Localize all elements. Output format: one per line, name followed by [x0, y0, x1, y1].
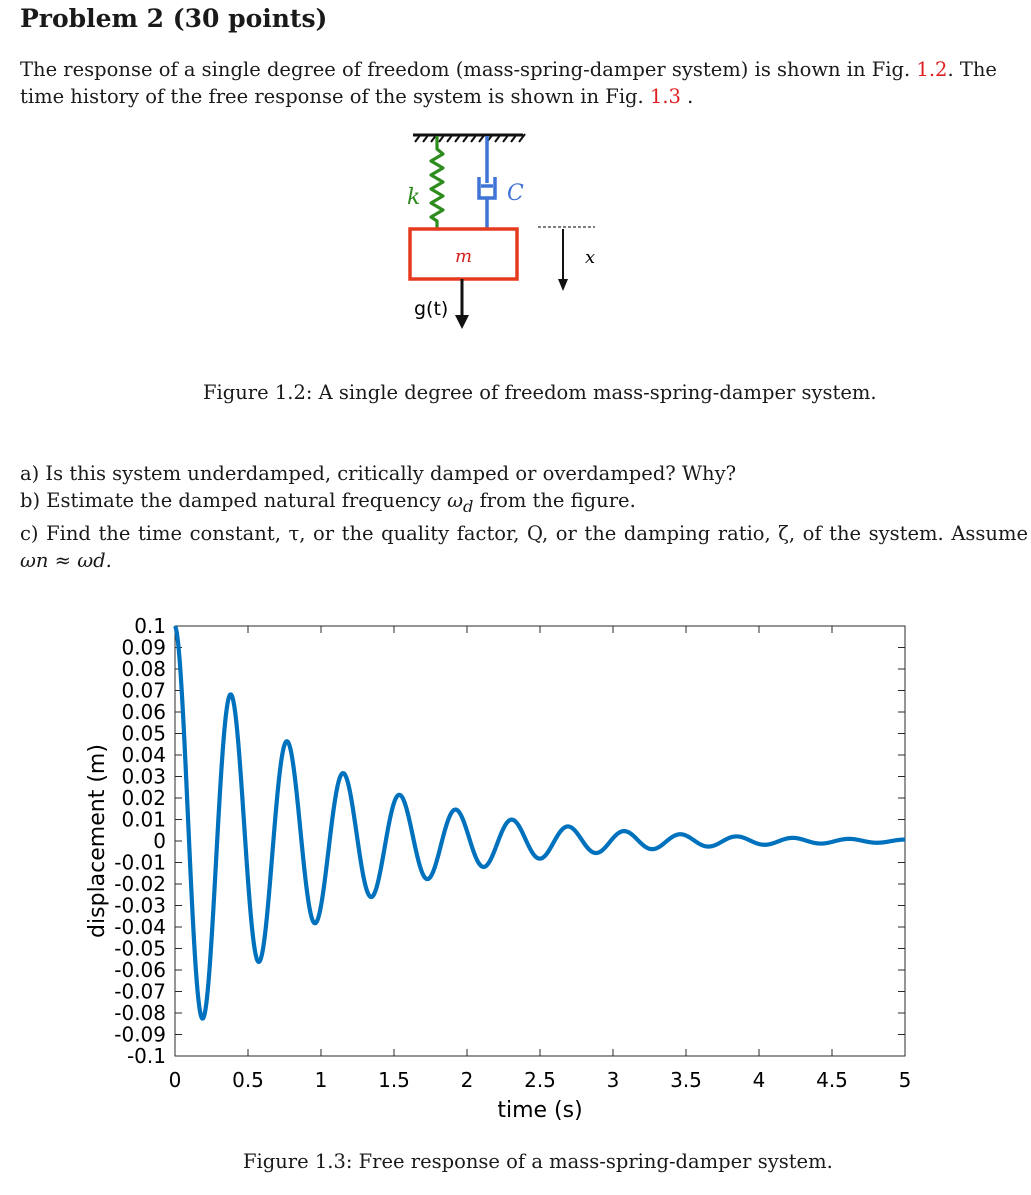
y-tick-label: 0.04: [121, 743, 166, 767]
y-tick-label: -0.02: [114, 872, 166, 896]
y-tick-label: 0.01: [121, 807, 166, 832]
x-tick-labels: [169, 1068, 912, 1092]
y-tick-label: -0.07: [114, 979, 166, 1004]
x-tick-label: 3: [606, 1068, 620, 1092]
x-tick-label: 4.5: [816, 1068, 848, 1092]
x-tick-label: 0: [168, 1068, 182, 1092]
question-c-assumption: ωn ≈ ωd.: [20, 548, 112, 572]
y-tick-label: -0.01: [114, 850, 166, 875]
y-tick-label: -0.05: [114, 936, 166, 961]
figure-1-3-caption: Figure 1.3: Free response of a mass-spring-damper system.: [243, 1150, 833, 1173]
y-tick-label: -0.03: [114, 893, 166, 918]
x-tick-label: 4: [752, 1068, 766, 1092]
question-b-tail: from the figure.: [473, 489, 636, 512]
intro-text-1: The response of a single degree of freedom (mass-spring-damper system) is shown in Fig.: [20, 58, 917, 81]
question-c: c) Find the time constant, τ, or the quality factor, Q, or the damping ratio, ζ, of the system. Assume: [20, 521, 1028, 545]
mass-label: m: [455, 246, 473, 267]
y-axis-label: displacement (m): [85, 744, 110, 938]
force-arrow-head: [455, 315, 469, 329]
x-tick-label: 1: [314, 1068, 328, 1092]
x-tick-label: 3.5: [670, 1068, 702, 1092]
y-tick-label: 0.03: [121, 764, 166, 789]
y-tick-label: 0.1: [134, 614, 166, 638]
figure-1-2-caption: Figure 1.2: A single degree of freedom mass-spring-damper system.: [203, 381, 877, 404]
x-tick-label: 5: [898, 1068, 912, 1092]
y-tick-label: 0.02: [121, 786, 166, 810]
intro-text-2: . The time history of the free response of the system is shown in Fig.: [20, 58, 997, 108]
force-label: g(t): [414, 298, 449, 320]
problem-intro: [20, 56, 1030, 110]
x-tick-label: 1.5: [378, 1068, 410, 1092]
y-tick-label: -0.08: [114, 1001, 166, 1025]
omega-symbol: ω: [447, 489, 463, 512]
y-tick-label: -0.1: [126, 1044, 166, 1068]
spring: [431, 136, 443, 229]
damper: [479, 136, 495, 229]
plot-frame: [175, 626, 905, 1056]
question-a: a) Is this system underdamped, critically damped or overdamped? Why?: [20, 462, 737, 485]
y-tick-label: -0.04: [114, 915, 166, 939]
spring-label: k: [407, 185, 421, 210]
problem-title: Problem 2 (30 points): [20, 4, 328, 33]
y-tick-label: -0.09: [114, 1022, 166, 1047]
y-tick-label: 0.05: [121, 721, 166, 746]
intro-text-3: .: [680, 85, 694, 108]
x-tick-label: 0.5: [232, 1068, 264, 1092]
question-b: [20, 487, 1028, 520]
y-tick-labels: [114, 614, 166, 1068]
omega-subscript: d: [462, 496, 474, 516]
questions: [20, 460, 1028, 574]
y-tick-label: 0.09: [121, 635, 166, 660]
y-tick-label: 0.07: [121, 678, 166, 703]
x-axis-label: time (s): [497, 1098, 583, 1123]
omega-d-symbol: [447, 489, 474, 516]
damper-label: C: [507, 181, 524, 206]
y-tick-label: -0.06: [114, 958, 166, 982]
x-tick-label: 2: [460, 1068, 474, 1092]
free-response-chart: [0, 600, 1031, 1160]
x-arrow-head: [558, 279, 568, 291]
displacement-label: x: [585, 247, 596, 268]
question-b-text: b) Estimate the damped natural frequency: [20, 489, 448, 512]
y-tick-label: 0: [153, 829, 166, 853]
fig-ref-1-3[interactable]: 1.3: [649, 85, 681, 108]
x-tick-label: 2.5: [524, 1068, 556, 1092]
mass-spring-damper-diagram: [395, 125, 625, 335]
y-tick-label: 0.06: [121, 700, 166, 724]
fig-ref-1-2[interactable]: 1.2: [916, 58, 948, 81]
y-tick-label: 0.08: [121, 657, 166, 681]
